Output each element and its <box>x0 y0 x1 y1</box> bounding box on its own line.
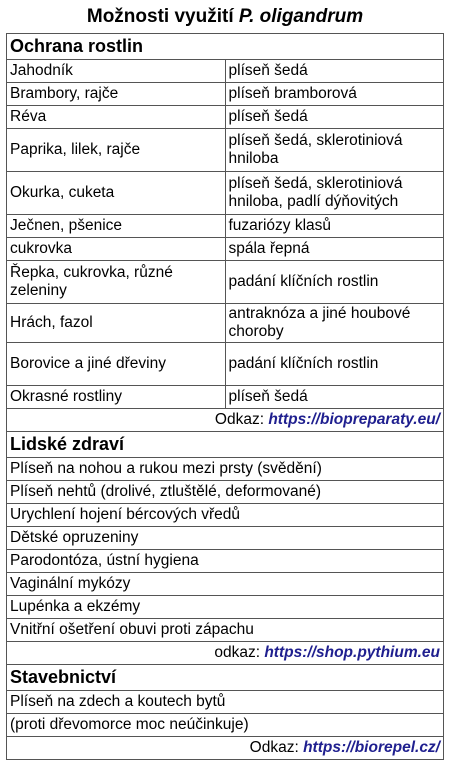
title-prefix: Možnosti využití <box>86 6 239 27</box>
table-row <box>7 386 444 409</box>
disease-cell: plíseň šedá, sklerotiniová hniloba, padlí dýňovitých <box>225 172 444 215</box>
crop-cell: cukrovka <box>7 238 226 261</box>
table-row <box>7 83 444 106</box>
table-row <box>7 238 444 261</box>
crop-cell: Jahodník <box>7 60 226 83</box>
usage-table <box>6 33 444 760</box>
table-row <box>7 60 444 83</box>
source-label: Odkaz: <box>214 411 265 428</box>
health-item: Parodontóza, ústní hygiena <box>7 550 444 573</box>
list-item <box>7 691 444 714</box>
crop-cell: Borovice a jiné dřeviny <box>7 343 226 386</box>
source-row-human-health <box>7 642 444 665</box>
source-row-plant-protection <box>7 409 444 432</box>
section-heading-construction: Stavebnictví <box>7 665 444 691</box>
list-item <box>7 504 444 527</box>
disease-cell: padání klíčních rostlin <box>225 343 444 386</box>
health-item: Plíseň na nohou a rukou mezi prsty (svědění) <box>7 458 444 481</box>
crop-cell: Okurka, cuketa <box>7 172 226 215</box>
source-link-pythium[interactable]: https://shop.pythium.eu <box>264 644 440 661</box>
section-heading-plant-protection: Ochrana rostlin <box>7 34 444 60</box>
table-row <box>7 261 444 304</box>
table-row <box>7 106 444 129</box>
list-item <box>7 481 444 504</box>
health-item: Lupénka a ekzémy <box>7 596 444 619</box>
source-label: odkaz: <box>214 644 261 661</box>
list-item <box>7 550 444 573</box>
disease-cell: plíseň šedá <box>225 106 444 129</box>
health-item: Plíseň nehtů (drolivé, ztluštělé, deformované) <box>7 481 444 504</box>
crop-cell: Hrách, fazol <box>7 304 226 343</box>
disease-cell: plíseň šedá <box>225 386 444 409</box>
health-item: Vnitřní ošetření obuvi proti zápachu <box>7 619 444 642</box>
disease-cell: plíseň šedá, sklerotiniová hniloba <box>225 129 444 172</box>
construction-item: Plíseň na zdech a koutech bytů <box>7 691 444 714</box>
table-row <box>7 304 444 343</box>
list-item <box>7 573 444 596</box>
list-item <box>7 714 444 737</box>
table-row <box>7 215 444 238</box>
title-species: P. oligandrum <box>238 6 364 27</box>
list-item <box>7 596 444 619</box>
section-header-human-health <box>7 432 444 458</box>
table-row <box>7 172 444 215</box>
source-cell <box>7 642 444 665</box>
disease-cell: padání klíčních rostlin <box>225 261 444 304</box>
list-item <box>7 619 444 642</box>
list-item <box>7 458 444 481</box>
crop-cell: Réva <box>7 106 226 129</box>
source-cell <box>7 737 444 760</box>
source-label: Odkaz: <box>249 739 299 756</box>
source-link-biopreparaty[interactable]: https://biopreparaty.eu/ <box>268 411 440 428</box>
disease-cell: plíseň bramborová <box>225 83 444 106</box>
section-heading-human-health: Lidské zdraví <box>7 432 444 458</box>
list-item <box>7 527 444 550</box>
crop-cell: Ječnen, pšenice <box>7 215 226 238</box>
crop-cell: Řepka, cukrovka, různé zeleniny <box>7 261 226 304</box>
disease-cell: fuzariózy klasů <box>225 215 444 238</box>
disease-cell: antraknóza a jiné houbové choroby <box>225 304 444 343</box>
health-item: Urychlení hojení bércových vředů <box>7 504 444 527</box>
health-item: Vaginální mykózy <box>7 573 444 596</box>
crop-cell: Paprika, lilek, rajče <box>7 129 226 172</box>
source-link-biorepel[interactable]: https://biorepel.cz/ <box>303 739 440 756</box>
table-row <box>7 129 444 172</box>
section-header-construction <box>7 665 444 691</box>
disease-cell: spála řepná <box>225 238 444 261</box>
source-cell <box>7 409 444 432</box>
construction-item: (proti dřevomorce moc neúčinkuje) <box>7 714 444 737</box>
section-header-plant-protection <box>7 34 444 60</box>
table-row <box>7 343 444 386</box>
crop-cell: Brambory, rajče <box>7 83 226 106</box>
crop-cell: Okrasné rostliny <box>7 386 226 409</box>
source-row-construction <box>7 737 444 760</box>
page-title <box>0 6 450 28</box>
disease-cell: plíseň šedá <box>225 60 444 83</box>
health-item: Dětské opruzeniny <box>7 527 444 550</box>
